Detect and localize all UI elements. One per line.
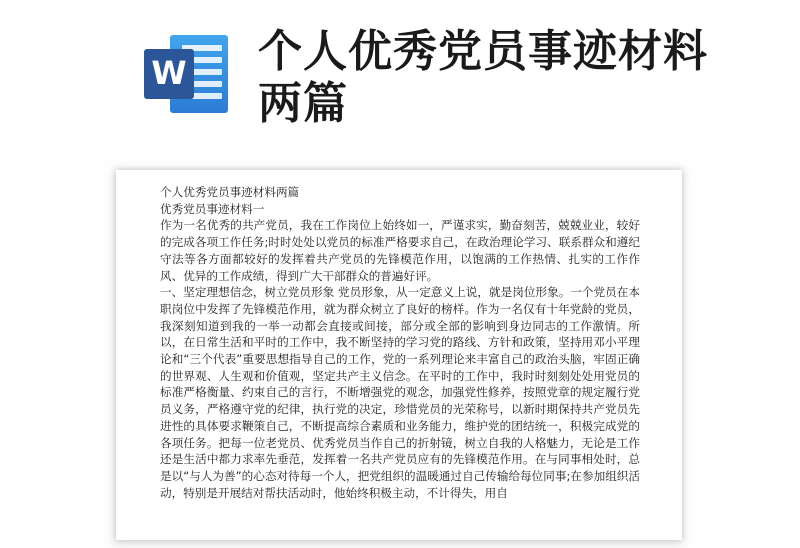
document-page — [116, 170, 682, 540]
word-icon-letter: W — [151, 54, 187, 92]
paragraph: 一、坚定理想信念，树立党员形象 党员形象，从一定意义上说，就是岗位形象。一个党员在本职岗位中发挥了先锋模范作用，就为群众树立了良好的榜样。作为一名仅有十年党龄的党员，我深刻知道到我的一举一动都会直接或间接，部分或全部的影响到身边同志的工作激情。所以，在日常生活和平时的工作中，我不断坚持的学习党的路线、方针和政策，坚持用邓小平理论和“三个代表”重要思想指导自己的工作，党的一系列理论来丰富自己的政治头脑，牢固正确的世界观、人生观和价值观，坚定共产主义信念。在平时的工作中，我时时刻刻处处用党员的标准严格衡量、约束自己的言行，不断增强党的观念，加强党性修养，按照党章的规定履行党员义务，严格遵守党的纪律，执行党的决定，珍惜党员的光荣称号，以新时期保持共产党员先进性的具体要求鞭策自己，不断提高综合素质和业务能力，维护党的团结统一，积极完成党的各项任务。把每一位老党员、优秀党员当作自己的折射镜，树立自我的人格魅力，无论是工作还是生活中都力求率先垂范，发挥着一名共产党员应有的先锋模范作用。在与同事相处时，总是以“与人为善”的心态对待每一个人，把党组织的温暖通过自己传输给每位同事;在参加组织活动，特别是开展结对帮扶活动时，他始终积极主动，不计得失，用自 — [160, 285, 640, 500]
document-body — [160, 184, 640, 501]
word-doc-icon — [142, 31, 232, 117]
paragraph: 作为一名优秀的共产党员，我在工作岗位上始终如一，严谨求实，勤奋刻苦，兢兢业业，较好的完成各项工作任务;时时处处以党员的标准严格要求自己，在政治理论学习、联系群众和遵纪守法等各方面都较好的发挥着共产党员的先锋模范作用，以饱满的工作热情、扎实的工作作风、优异的工作成绩，得到广大干部群众的普遍好评。 — [160, 218, 640, 283]
document-heading: 个人优秀党员事迹材料两篇 — [160, 185, 300, 199]
document-header — [0, 0, 800, 150]
page-title: 个人优秀党员事迹材料两篇 — [258, 26, 708, 129]
document-subheading: 优秀党员事迹材料一 — [160, 201, 265, 216]
